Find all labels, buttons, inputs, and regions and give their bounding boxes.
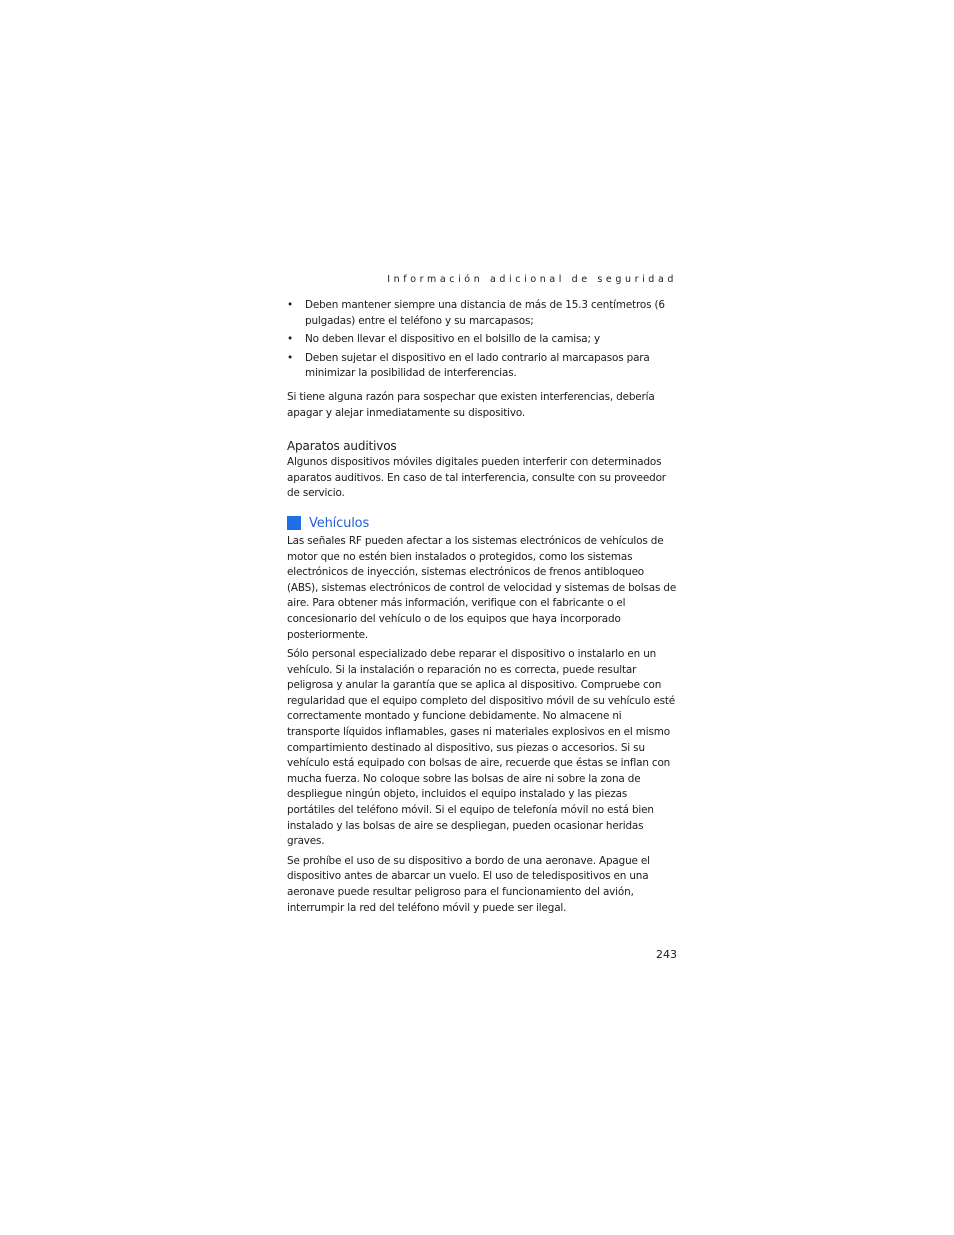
list-item bbox=[287, 332, 677, 348]
list-item bbox=[287, 298, 677, 329]
hearing-aids-heading: Aparatos auditivos bbox=[287, 439, 397, 454]
list-item-text: No deben llevar el dispositivo en el bolsillo de la camisa; y bbox=[305, 333, 601, 346]
pacemaker-bullet-list bbox=[287, 298, 677, 382]
vehicles-title: Vehículos bbox=[309, 515, 370, 531]
pacemaker-paragraph: Si tiene alguna razón para sospechar que existen interferencias, debería apagar y alejar inmediatamente su dispositivo. bbox=[287, 390, 655, 419]
vehicles-section-heading bbox=[287, 515, 677, 532]
page-number: 243 bbox=[656, 948, 677, 961]
vehicles-paragraph-installation: Sólo personal especializado debe reparar el dispositivo o instalarlo en un vehículo. Si la instalación o reparación no es correcta, puede resultar peligrosa y anular la garantía que se aplica al dispositivo. Compruebe con regularidad que el equipo completo del dispositivo móvil de su vehículo esté correctamente montado y funcione debidamente. No almacene ni transporte líquidos inflamables, gases ni materiales explosivos en el mismo compartimiento destinado al dispositivo, sus piezas o accesorios. Si su vehículo está equipado con bolsas de aire, recuerde que éstas se inflan con mucha fuerza. No coloque sobre las bolsas de aire ni sobre la zona de despliegue ningún objeto, incluidos el equipo instalado y las piezas portátiles del teléfono móvil. Si el equipo de telefonía móvil no está bien instalado y las bolsas de aire se despliegan, pueden ocasionar heridas graves. bbox=[287, 648, 675, 848]
list-item-text: Deben sujetar el dispositivo en el lado contrario al marcapasos para minimizar la posibilidad de interferencias. bbox=[305, 351, 650, 380]
running-header: Información adicional de seguridad bbox=[387, 274, 677, 285]
bullet-icon: • bbox=[287, 299, 293, 311]
document-page bbox=[287, 0, 677, 1235]
vehicles-paragraph-aircraft: Se prohíbe el uso de su dispositivo a bordo de una aeronave. Apague el dispositivo antes de abarcar un vuelo. El uso de teledispositivos en una aeronave puede resultar peligroso para el funcionamiento del avión, interrumpir la red del teléfono móvil y puede ser ilegal. bbox=[287, 854, 650, 914]
list-item bbox=[287, 351, 677, 382]
vehicles-paragraph-rf: Las señales RF pueden afectar a los sistemas electrónicos de vehículos de motor que no estén bien instalados o protegidos, como los sistemas electrónicos de inyección, sistemas electrónicos de frenos antibloqueo (ABS), sistemas electrónicos de control de velocidad y sistemas de bolsas de aire. Para obtener más información, verifique con el fabricante o el concesionario del vehículo o de los equipos que haya incorporado posteriormente. bbox=[287, 534, 677, 641]
page-content bbox=[287, 298, 677, 920]
hearing-aids-paragraph: Algunos dispositivos móviles digitales pueden interferir con determinados aparatos auditivos. En caso de tal interferencia, consulte con su proveedor de servicio. bbox=[287, 456, 666, 500]
bullet-icon: • bbox=[287, 351, 293, 364]
list-item-text: Deben mantener siempre una distancia de más de 15.3 centímetros (6 pulgadas) entre el teléfono y su marcapasos; bbox=[305, 299, 665, 327]
bullet-icon: • bbox=[287, 333, 293, 346]
blue-square-icon bbox=[287, 516, 301, 530]
